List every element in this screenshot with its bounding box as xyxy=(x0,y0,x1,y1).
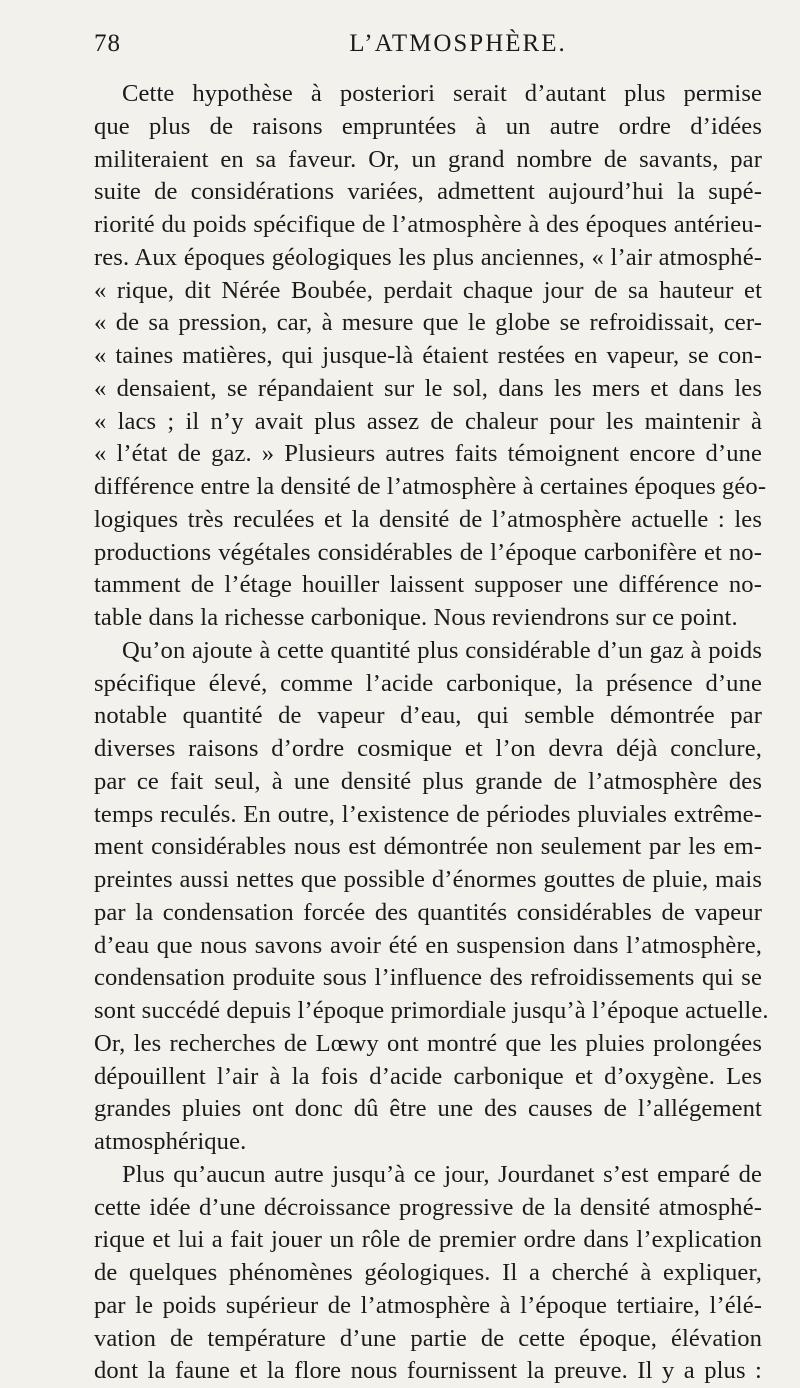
text-line: Or, les recherches de Lœwy ont montré que les pluies prolongées xyxy=(94,1029,762,1057)
text-line: riorité du poids spécifique de l’atmosphère à des époques antérieu- xyxy=(94,211,762,238)
text-line: d’eau que nous savons avoir été en suspension dans l’atmosphère, xyxy=(94,931,762,959)
text-line: table dans la richesse carbonique. Nous reviendrons sur ce point. xyxy=(94,604,738,631)
text-line: res. Aux époques géologiques les plus anciennes, « l’air atmosphé- xyxy=(94,243,762,271)
text-line: dont la faune et la flore nous fournissent la preuve. Il y a plus : xyxy=(94,1357,762,1385)
text-line: notable quantité de vapeur d’eau, qui semble démontrée par xyxy=(94,702,762,730)
text-line: « lacs ; il n’y avait plus assez de chaleur pour les maintenir à xyxy=(94,407,762,435)
text-line: « rique, dit Nérée Boubée, perdait chaque jour de sa hauteur et xyxy=(94,276,762,304)
text-line: condensation produite sous l’influence des refroidissements qui se xyxy=(94,964,762,992)
text-line: temps reculés. En outre, l’existence de périodes pluviales extrême- xyxy=(94,800,762,828)
text-line: « de sa pression, car, à mesure que le globe se refroidissait, cer- xyxy=(94,309,762,337)
text-line: que plus de raisons empruntées à un autre ordre d’idées xyxy=(94,112,762,140)
text-line: tamment de l’étage houiller laissent supposer une différence no- xyxy=(94,571,762,599)
page-number: 78 xyxy=(94,30,121,57)
text-line: « taines matières, qui jusque-là étaient restées en vapeur, se con- xyxy=(94,342,762,369)
text-line: ment considérables nous est démontrée non seulement par les em- xyxy=(94,833,762,861)
text-line: de quelques phénomènes géologiques. Il a cherché à expliquer, xyxy=(94,1259,762,1286)
text-line: suite de considérations variées, admettent aujourd’hui la supé- xyxy=(94,178,762,206)
text-line: preintes aussi nettes que possible d’énormes gouttes de pluie, mais xyxy=(94,866,762,893)
text-line: « l’état de gaz. » Plusieurs autres faits témoignent encore d’une xyxy=(94,440,762,468)
body-text xyxy=(94,78,769,1388)
text-line: dépouillent l’air à la fois d’acide carbonique et d’oxygène. Les xyxy=(94,1062,762,1090)
text-line: Plus qu’aucun autre jusqu’à ce jour, Jourdanet s’est emparé de xyxy=(122,1160,762,1188)
text-line: productions végétales considérables de l’époque carbonifère et no- xyxy=(94,538,762,566)
text-line: logiques très reculées et la densité de l’atmosphère actuelle : les xyxy=(94,505,762,533)
text-line: par la condensation forcée des quantités considérables de vapeur xyxy=(94,898,762,926)
running-title: L’ATMOSPHÈRE. xyxy=(349,30,567,57)
text-line: différence entre la densité de l’atmosphère à certaines époques géo- xyxy=(94,473,767,500)
text-line: rique et lui a fait jouer un rôle de premier ordre dans l’explication xyxy=(94,1226,762,1254)
text-line: « densaient, se répandaient sur le sol, dans les mers et dans les xyxy=(94,374,762,402)
text-line: par le poids supérieur de l’atmosphère à l’époque tertiaire, l’élé- xyxy=(94,1291,762,1319)
text-line: atmosphérique. xyxy=(94,1128,247,1155)
page-header xyxy=(94,30,762,60)
text-line: spécifique élevé, comme l’acide carbonique, la présence d’une xyxy=(94,669,762,697)
text-line: cette idée d’une décroissance progressive de la densité atmosphé- xyxy=(94,1193,762,1221)
text-line: grandes pluies ont donc dû être une des causes de l’allégement xyxy=(94,1095,762,1123)
text-line: Cette hypothèse à posteriori serait d’autant plus permise xyxy=(122,80,762,107)
text-line: Qu’on ajoute à cette quantité plus considérable d’un gaz à poids xyxy=(122,636,762,664)
text-line: militeraient en sa faveur. Or, un grand nombre de savants, par xyxy=(94,145,762,173)
text-line: vation de température d’une partie de cette époque, élévation xyxy=(94,1324,762,1352)
text-line: sont succédé depuis l’époque primordiale jusqu’à l’époque actuelle. xyxy=(94,997,769,1024)
text-line: diverses raisons d’ordre cosmique et l’on devra déjà conclure, xyxy=(94,735,762,762)
text-line: par ce fait seul, à une densité plus grande de l’atmosphère des xyxy=(94,767,762,795)
